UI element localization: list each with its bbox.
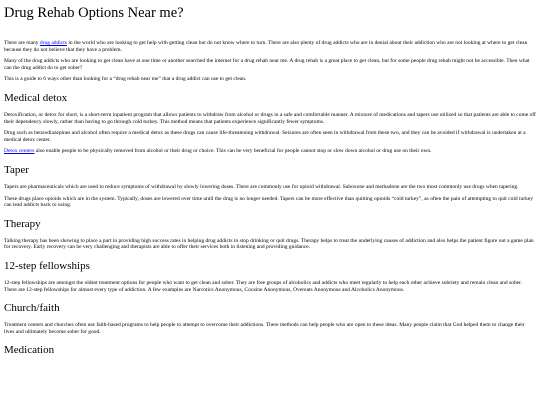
church-paragraph-1: Treatment centers and churches often use faith-based programs to help people to attempt to overcome their addictions. There methods can help people who are open to these ideas. Many people claim that God helped them to change their lives and ultimately become sober for good. (4, 322, 525, 335)
detox-paragraph-3 (4, 148, 536, 155)
section-heading-therapy: Therapy (4, 217, 41, 230)
detox-paragraph-2: Drug such as benzodiazepines and alcohol often require a medical detox as these drugs can cause life-threatening withdrawal. Seizures are often seen in withdrawal from these two, and they can be avoided if withdrawal is undertaken at a medical detox center. (4, 130, 526, 143)
detox-paragraph-1: Detoxification, or detox for short, is a short-term inpatient program that allows patients to withdraw from alcohol or drugs in a safe and comfortable manner. A mixture of medications and tapers use utilized so that patients are able to come off their dependency slowly, rather than having to go through cold turkey. This method means that patients experience significantly fewer symptoms. (4, 111, 536, 125)
section-heading-taper: Taper (4, 163, 29, 176)
intro-paragraph-2: Many of the drug addicts who are looking to get clean have at one time or another searched the internet for a drug rehab near me. A drug rehab is a great place to get clean, but for some people drug rehab might not be accessible. Then what can the drug addict do to get sober? (4, 58, 530, 71)
intro-paragraph-3: This is a guide to 6 ways other than looking for a “drug rehab near me” that a drug addict can use to get clean. (4, 76, 247, 83)
section-heading-church-faith: Church/faith (4, 302, 60, 315)
detox-centers-link[interactable]: Detox centers (4, 148, 35, 155)
section-heading-12-step: 12-step fellowships (4, 259, 90, 272)
intro-paragraph-1 (4, 40, 536, 53)
page-title: Drug Rehab Options Near me? (4, 5, 184, 21)
drug-addicts-link[interactable]: drug addicts (39, 40, 67, 46)
section-heading-medical-detox: Medical detox (4, 91, 68, 104)
intro-text-post: in the world who are looking to get help with getting clean but do not know where to turn. There are also plenty of drug addicts who are in denial about their addiction who are not looking at where to get clean because they do not believe that they have a problem. (4, 40, 528, 53)
taper-paragraph-1: Tapers are pharmaceuticals which are used to reduce symptoms of withdrawal by slowly lowering doses. There are commonly use for opioid withdrawal. Suboxone and methadone are the two most commonly use drugs when tapering. (4, 183, 519, 190)
detox-paragraph-3-text: also enable people to be physically removed from alcohol or their drug or choice. This can be very beneficial for people cannot stop or slow down alcohol or drug use on their own. (34, 148, 432, 155)
intro-text-pre: There are many (4, 40, 40, 46)
taper-paragraph-2: These drugs place opioids which are in the system. Typically, doses are lowered over time until the drug is no longer needed. Tapers can be more effective than quitting opioids “cold turkey”, as often the pain of attempting to quit cold turkey can lead addicts back to using. (4, 195, 534, 209)
therapy-paragraph-1: Talking therapy has been showing to place a part in providing high success rates in helping drug addicts to stop drinking or quit drugs. Therapy helps to treat the underlying causes of addiction and also helps the patient figure out a game plan for recovery. Early recovery can be very challenging and therapists are able to offer their services both in listening and providing guidance. (4, 237, 534, 251)
twelve-step-paragraph-1: 12-step fellowships are amongst the oldest treatment options for people who want to get clean and sober. They are free groups of alcoholics and addicts who meet regularly to help each other achieve sobriety and remain clean and sober. There are 12-step fellowships for almost every type of addiction. A few examples are Narcotics Anonymous, Cocaine Anonymous, Overeats Anonymous and Alcoholics Anonymous. (4, 279, 522, 293)
section-heading-medication: Medication (4, 344, 55, 357)
